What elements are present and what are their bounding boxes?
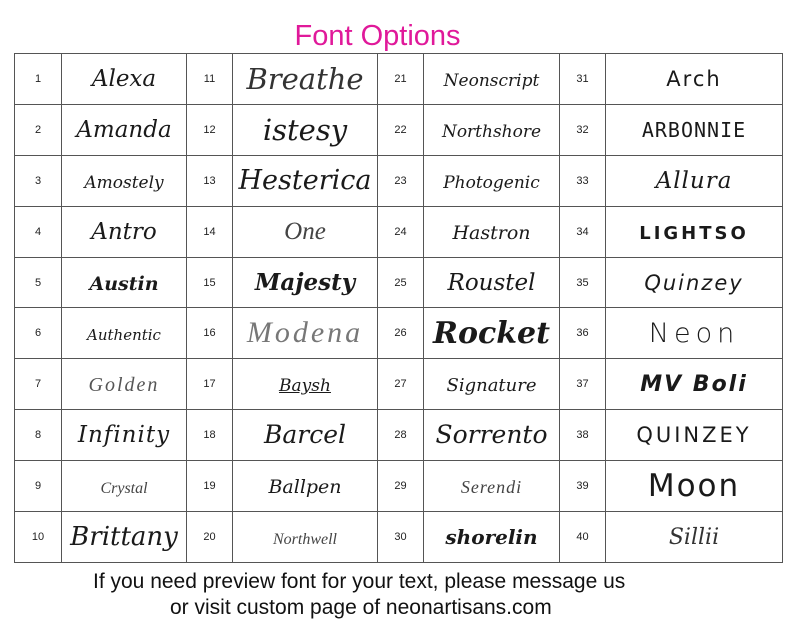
font-name: Northshore [441,121,542,142]
font-number: 35 [560,257,606,308]
font-number: 30 [378,512,424,563]
font-name: Neon [648,317,740,349]
table-row [15,155,783,206]
font-name: Ballpen [268,476,342,499]
font-number: 13 [187,155,233,206]
font-name: Golden [88,374,160,397]
font-sample [606,155,783,206]
font-name: Majesty [254,268,356,296]
font-number: 38 [560,410,606,461]
font-number: 33 [560,155,606,206]
font-number: 21 [378,54,424,105]
font-sample [606,206,783,257]
footer-note-line-1: If you need preview font for your text, please message us [93,570,626,593]
font-sample [233,206,378,257]
font-number: 29 [378,461,424,512]
font-sample [424,155,560,206]
font-number: 37 [560,359,606,410]
font-number: 20 [187,512,233,563]
table-row [15,104,783,155]
font-sample [424,308,560,359]
font-sample [233,257,378,308]
font-number: 9 [15,461,62,512]
font-name: Authentic [87,326,161,345]
font-sample [62,410,187,461]
table-row [15,410,783,461]
font-sample [233,410,378,461]
font-name: Crystal [100,480,148,498]
font-number: 1 [15,54,62,105]
font-name: Sorrento [435,420,548,450]
font-sample [606,461,783,512]
font-sample [424,359,560,410]
font-number: 12 [187,104,233,155]
table-row [15,461,783,512]
font-number: 24 [378,206,424,257]
font-sample [424,104,560,155]
font-name: MV Boli [640,372,748,398]
font-name: Moon [647,468,741,505]
font-name: Breathe [246,61,364,96]
font-sample [606,308,783,359]
font-sample [62,155,187,206]
font-number: 15 [187,257,233,308]
font-sample [606,512,783,563]
font-sample [62,206,187,257]
font-name: Quinzey [644,270,744,295]
font-name: Amanda [76,116,172,143]
font-number: 19 [187,461,233,512]
font-name: Neonscript [443,70,540,91]
font-name: istesy [262,112,348,147]
font-name: Austin [89,272,159,295]
font-number: 36 [560,308,606,359]
font-number: 17 [187,359,233,410]
font-number: 14 [187,206,233,257]
font-name: Infinity [77,422,171,449]
font-sample [424,206,560,257]
font-number: 6 [15,308,62,359]
font-number: 31 [560,54,606,105]
font-sample [233,104,378,155]
font-sample [62,54,187,105]
font-name: Roustel [447,269,536,296]
font-sample [233,155,378,206]
font-sample [62,308,187,359]
font-number: 32 [560,104,606,155]
font-number: 18 [187,410,233,461]
font-name: Modena [246,316,364,350]
font-sample [424,410,560,461]
font-sample [606,359,783,410]
font-name: Brittany [70,521,178,552]
font-name: Northwell [272,530,337,548]
font-number: 7 [15,359,62,410]
font-sample [233,359,378,410]
font-number: 16 [187,308,233,359]
font-name: Serendi [460,477,523,498]
table-row [15,308,783,359]
font-name: Amostely [84,172,164,193]
font-number: 3 [15,155,62,206]
font-name: Baysh [279,376,331,397]
font-name: shorelin [445,524,538,549]
font-name: Barcel [263,420,347,450]
font-number: 28 [378,410,424,461]
font-sample [606,410,783,461]
font-number: 39 [560,461,606,512]
table-row [15,257,783,308]
font-name: Hastron [452,221,531,244]
font-sample [424,257,560,308]
font-name: LIGHTSO [639,222,749,244]
font-number: 25 [378,257,424,308]
font-sample [606,54,783,105]
font-sample [62,257,187,308]
font-sample [62,104,187,155]
font-name: Allura [655,167,733,194]
font-number: 2 [15,104,62,155]
font-name: Arch [666,66,722,91]
font-name: Alexa [91,65,157,92]
font-sample [62,359,187,410]
font-sample [233,512,378,563]
font-sample [233,54,378,105]
table-row [15,206,783,257]
font-sample [233,308,378,359]
font-name: Signature [446,375,537,397]
font-number: 5 [15,257,62,308]
footer-note-line-2: or visit custom page of neonartisans.com [170,596,552,619]
font-name: QUINZEY [636,423,752,448]
font-name: Hesterica [238,165,372,197]
font-number: 26 [378,308,424,359]
font-number: 4 [15,206,62,257]
font-number: 23 [378,155,424,206]
font-number: 34 [560,206,606,257]
font-sample [424,461,560,512]
font-options-table [14,53,783,563]
font-number: 22 [378,104,424,155]
table-row [15,512,783,563]
font-number: 11 [187,54,233,105]
font-sample [424,54,560,105]
font-name: One [284,217,326,245]
font-name: Sillii [668,524,720,550]
table-row [15,54,783,105]
font-number: 40 [560,512,606,563]
font-number: 10 [15,512,62,563]
font-sample [62,512,187,563]
font-sample [233,461,378,512]
table-row [15,359,783,410]
font-name: ARBONNIE [641,117,747,142]
font-sample [606,104,783,155]
font-number: 27 [378,359,424,410]
font-number: 8 [15,410,62,461]
font-sample [62,461,187,512]
font-name: Antro [91,218,157,245]
font-name: Rocket [433,315,550,351]
page-title: Font Options [294,20,461,52]
font-sample [424,512,560,563]
font-name: Photogenic [443,172,540,193]
font-sample [606,257,783,308]
